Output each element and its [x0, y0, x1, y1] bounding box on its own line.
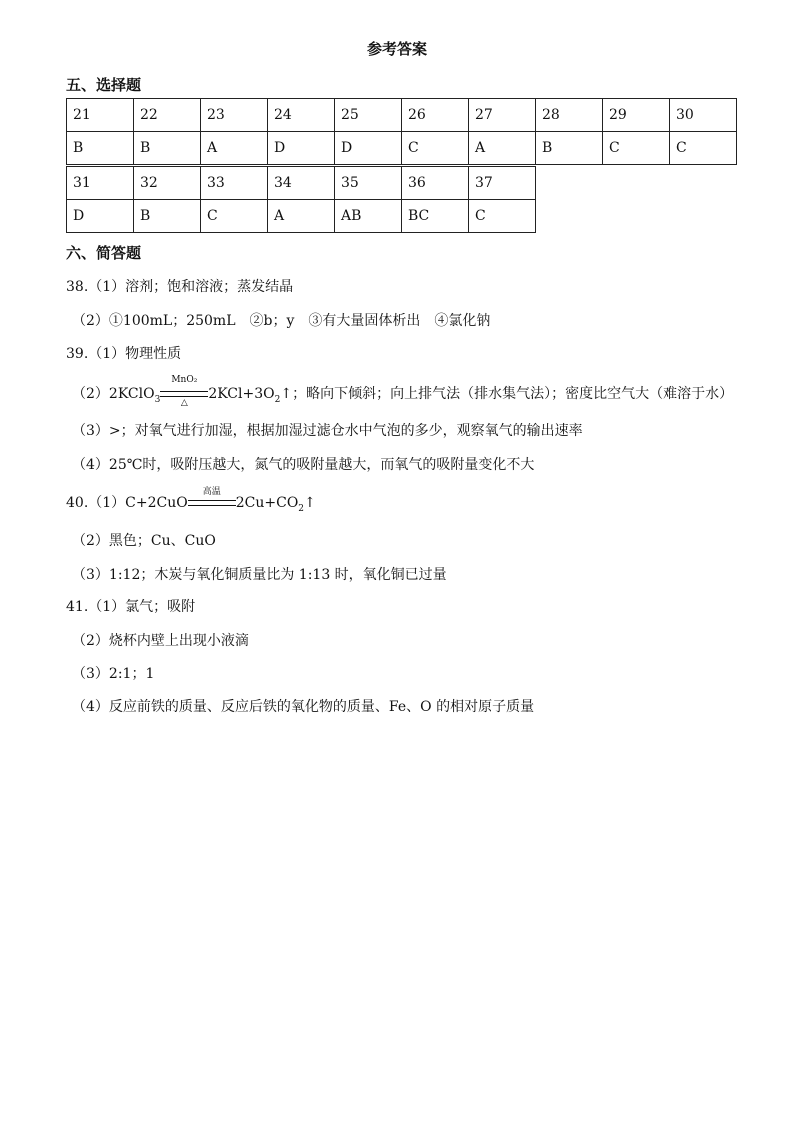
question-number: 24 [268, 99, 335, 132]
answer-cell: D [268, 132, 335, 165]
heat-symbol: △ [180, 398, 188, 408]
table-row-answers [67, 200, 536, 233]
question-number: 35 [335, 167, 402, 200]
answer-cell: A [201, 132, 268, 165]
answer-cell: B [536, 132, 603, 165]
question-number: 29 [603, 99, 670, 132]
section-heading-choice: 五、选择题 [66, 76, 142, 94]
equals-sign [188, 500, 236, 506]
question-number: 27 [469, 99, 536, 132]
equation-reactant: （2）2KClO [72, 386, 155, 402]
answer-41-3: （3）2:1；1 [72, 666, 155, 682]
answer-cell: A [268, 200, 335, 233]
answer-39-4: （4）25℃时，吸附压越大，氮气的吸附量越大，而氧气的吸附量变化不大 [72, 457, 535, 473]
answer-cell: C [603, 132, 670, 165]
answer-41-4: （4）反应前铁的质量、反应后铁的氧化物的质量、Fe、O 的相对原子质量 [72, 699, 535, 715]
equation-product: 2KCl+3O [208, 386, 275, 402]
answer-41-2: （2）烧杯内壁上出现小液滴 [72, 633, 249, 649]
question-number: 30 [670, 99, 737, 132]
answer-cell: A [469, 132, 536, 165]
answer-41-1: 41.（1）氯气；吸附 [66, 599, 196, 615]
question-number: 21 [67, 99, 134, 132]
equals-sign [160, 391, 208, 397]
answer-40-3: （3）1:12；木炭与氧化铜质量比为 1:13 时，氧化铜已过量 [72, 567, 447, 583]
question-number: 36 [402, 167, 469, 200]
answer-38-2: （2）①100mL；250mL ②b；y ③有大量固体析出 ④氯化钠 [72, 313, 491, 329]
question-number: 32 [134, 167, 201, 200]
answer-cell: C [201, 200, 268, 233]
answer-cell: BC [402, 200, 469, 233]
table-row-numbers [67, 99, 737, 132]
reaction-condition [160, 375, 208, 408]
answer-cell: C [402, 132, 469, 165]
question-number: 33 [201, 167, 268, 200]
answer-cell: D [335, 132, 402, 165]
subscript: 2 [274, 394, 281, 405]
gas-arrow: ↑ [304, 495, 316, 511]
answer-38-1: 38.（1）溶剂；饱和溶液；蒸发结晶 [66, 279, 294, 295]
table-row-answers [67, 132, 737, 165]
answer-39-1: 39.（1）物理性质 [66, 346, 182, 362]
answer-cell: AB [335, 200, 402, 233]
answer-cell: C [469, 200, 536, 233]
answer-39-2 [72, 375, 734, 408]
answer-table-1 [66, 98, 737, 165]
answer-cell: B [134, 200, 201, 233]
question-number: 34 [268, 167, 335, 200]
table-row-numbers [67, 167, 536, 200]
question-number: 37 [469, 167, 536, 200]
question-number: 23 [201, 99, 268, 132]
condition-label: 高温 [202, 487, 221, 497]
answer-40-2: （2）黑色；Cu、CuO [72, 533, 216, 549]
question-number: 22 [134, 99, 201, 132]
question-number: 31 [67, 167, 134, 200]
page-title: 参考答案 [366, 40, 427, 58]
subscript: 3 [154, 394, 161, 405]
equation-product: 2Cu+CO [235, 495, 299, 511]
equation-reactant: 40.（1）C+2CuO [66, 495, 188, 511]
answer-table-2 [66, 166, 536, 233]
answer-cell: C [670, 132, 737, 165]
answer-40-1 [66, 487, 316, 514]
question-number: 25 [335, 99, 402, 132]
subscript: 2 [298, 503, 305, 514]
reaction-condition [188, 487, 236, 511]
section-heading-short-answer: 六、简答题 [66, 244, 142, 262]
answer-cell: B [134, 132, 201, 165]
answer-39-3: （3）>；对氧气进行加湿，根据加湿过滤仓水中气泡的多少，观察氧气的输出速率 [72, 423, 583, 439]
answer-cell: D [67, 200, 134, 233]
answer-cell: B [67, 132, 134, 165]
answer-text: ↑；略向下倾斜；向上排气法（排水集气法）；密度比空气大（难溶于水） [280, 386, 734, 402]
catalyst-label: MnO₂ [171, 375, 198, 385]
question-number: 28 [536, 99, 603, 132]
question-number: 26 [402, 99, 469, 132]
